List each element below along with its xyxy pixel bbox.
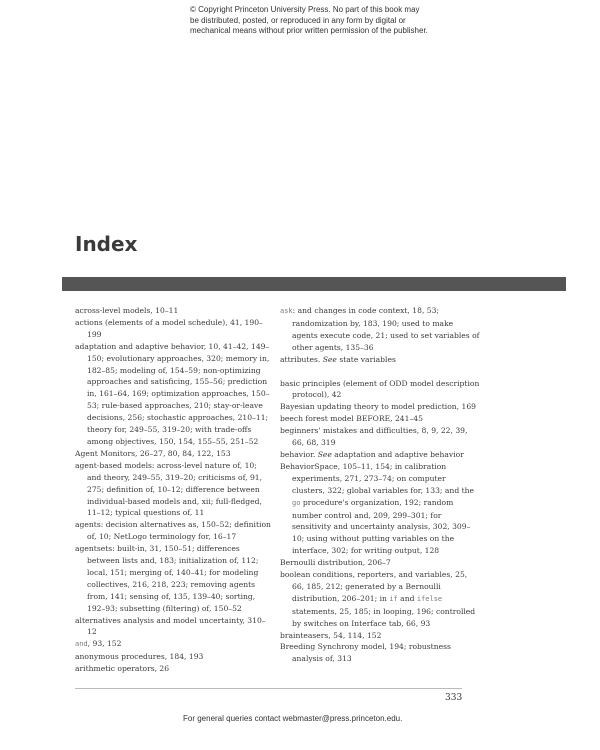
page-title: Index: [75, 232, 138, 256]
index-entry: [75, 638, 273, 651]
index-entry-text: agents: decision alternatives as, 150–52; definition of, 10; NetLogo terminology for, 16–17: [75, 520, 271, 542]
index-entry-text: beginners' mistakes and difficulties, 8, 9, 22, 39, 66, 68, 319: [280, 426, 468, 448]
index-section-gap: [280, 366, 480, 378]
index-entry: [75, 543, 273, 614]
index-entry-text: brainteasers, 54, 114, 152: [280, 630, 382, 640]
index-entry: [75, 448, 273, 460]
index-entry-text: boolean conditions, reporters, and variables, 25, 66, 185, 212; generated by a Bernoulli distribution, 206–201; in: [280, 570, 468, 603]
index-entry: [75, 615, 273, 639]
index-entry: [280, 378, 480, 402]
index-column-right: [280, 305, 480, 665]
index-entry-text: state variables: [336, 354, 396, 364]
index-entry-text: BehaviorSpace, 105–11, 154; in calibration experiments, 271, 273–74; on computer clusters, 322; global variables for, 133; and the: [280, 461, 475, 495]
code-term: ask: [280, 307, 293, 315]
index-entry-text: behavior.: [280, 449, 318, 459]
index-entry: [75, 317, 273, 341]
contact-notice: For general queries contact webmaster@press.princeton.edu.: [183, 714, 403, 723]
index-entry-text: Bayesian updating theory to model prediction, 169: [280, 402, 476, 412]
index-entry-text: adaptation and adaptive behavior, 10, 41–42, 149–150; evolutionary approaches, 320; memory in, 182–85; modeling of, 154–59; non-optimizing approaches and satisficing, 155–56; prediction in, 161–64, 169; optimization approaches, 150–53; rule-based approaches, 210; stay-or-leave decisions, 256; stochastic approaches, 210–11; theory for, 249–55, 319–20; with trade-offs among objectives, 150, 154, 155–55, 251–52: [75, 341, 270, 446]
index-column-left: [75, 305, 273, 675]
index-entry-text: Agent Monitors, 26–27, 80, 84, 122, 153: [75, 448, 231, 458]
index-entry: [75, 460, 273, 520]
index-entry: [280, 401, 480, 413]
code-term: ifelse: [416, 594, 443, 603]
index-entry-text: attributes.: [280, 354, 323, 364]
index-entry-text: actions (elements of a model schedule), 41, 190–199: [75, 317, 263, 339]
index-entry: [75, 341, 273, 448]
footer-rule: [75, 688, 462, 689]
index-entry: [280, 569, 480, 630]
index-entry: [280, 425, 480, 449]
index-entry: [280, 641, 480, 665]
index-entry: [75, 519, 273, 543]
index-entry: [75, 663, 273, 675]
index-entry-text: Breeding Synchrony model, 194; robustness analysis of, 313: [280, 642, 451, 664]
index-entry-text: agent-based models: across-level nature of, 10; and theory, 249–55, 319–20; criticisms of, 91, 275; definition of, 10–12; difference between individual-based models and, xii; full-fledged, 11–12; typical questions of, 11: [75, 460, 263, 518]
index-entry: [280, 354, 480, 366]
index-entry-text: , 93, 152: [87, 639, 122, 649]
code-term: if: [389, 594, 398, 603]
index-entry-text: arithmetic operators, 26: [75, 664, 170, 674]
title-divider-bar: [62, 277, 566, 291]
index-entry-text: See: [322, 354, 337, 364]
page-number: 333: [445, 693, 463, 703]
index-entry: [280, 305, 480, 354]
copyright-notice: © Copyright Princeton University Press. No part of this book may be distributed, posted, or reproduced in any form by digital or mechanical means without prior written permission of the publisher.: [190, 5, 428, 35]
index-entry: [75, 305, 273, 317]
code-term: and: [75, 640, 88, 649]
index-entry: [280, 557, 480, 569]
index-entry: [280, 413, 480, 425]
index-entry-text: Bernoulli distribution, 206–7: [280, 558, 391, 568]
index-entry: [75, 651, 273, 663]
index-entry-text: alternatives analysis and model uncertainty, 310–12: [75, 615, 266, 637]
index-entry-text: basic principles (element of ODD model description protocol), 42: [280, 378, 480, 400]
index-entry-text: See: [317, 449, 332, 459]
index-entry-text: : and changes in code context, 18, 53; randomization by, 183, 190; used to make agents execute code, 21; used to set variables of other agents, 135–36: [292, 306, 480, 352]
index-entry-text: anonymous procedures, 184, 193: [75, 652, 204, 662]
index-entry-text: agentsets: built-in, 31, 150–51; differences between lists and, 183; initialization of, 112; local, 151; merging of, 140–41; for modeling collectives, 216, 218, 223; removing agents from, 141; sensing of, 135, 139–40; sorting, 192–93; subsetting (filtering) of, 150–52: [75, 544, 259, 613]
index-entry: [280, 449, 480, 461]
index-entry: [280, 461, 480, 557]
index-entry-text: statements, 25, 185; in looping, 196; controlled by switches on Interface tab, 66, 93: [292, 606, 476, 628]
index-entry-text: beech forest model BEFORE, 241–45: [280, 414, 423, 424]
code-term: go: [292, 498, 301, 507]
index-entry-text: and: [397, 593, 417, 603]
index-entry: [280, 630, 480, 642]
index-entry-text: across-level models, 10–11: [75, 306, 179, 315]
index-entry-text: procedure's organization, 192; random number control and, 209, 299–301; for sensitivity and uncertainty analysis, 302, 309–10; using without putting variables on the interface, 302; for writing output, 128: [292, 497, 471, 556]
index-entry-text: adaptation and adaptive behavior: [331, 449, 464, 459]
